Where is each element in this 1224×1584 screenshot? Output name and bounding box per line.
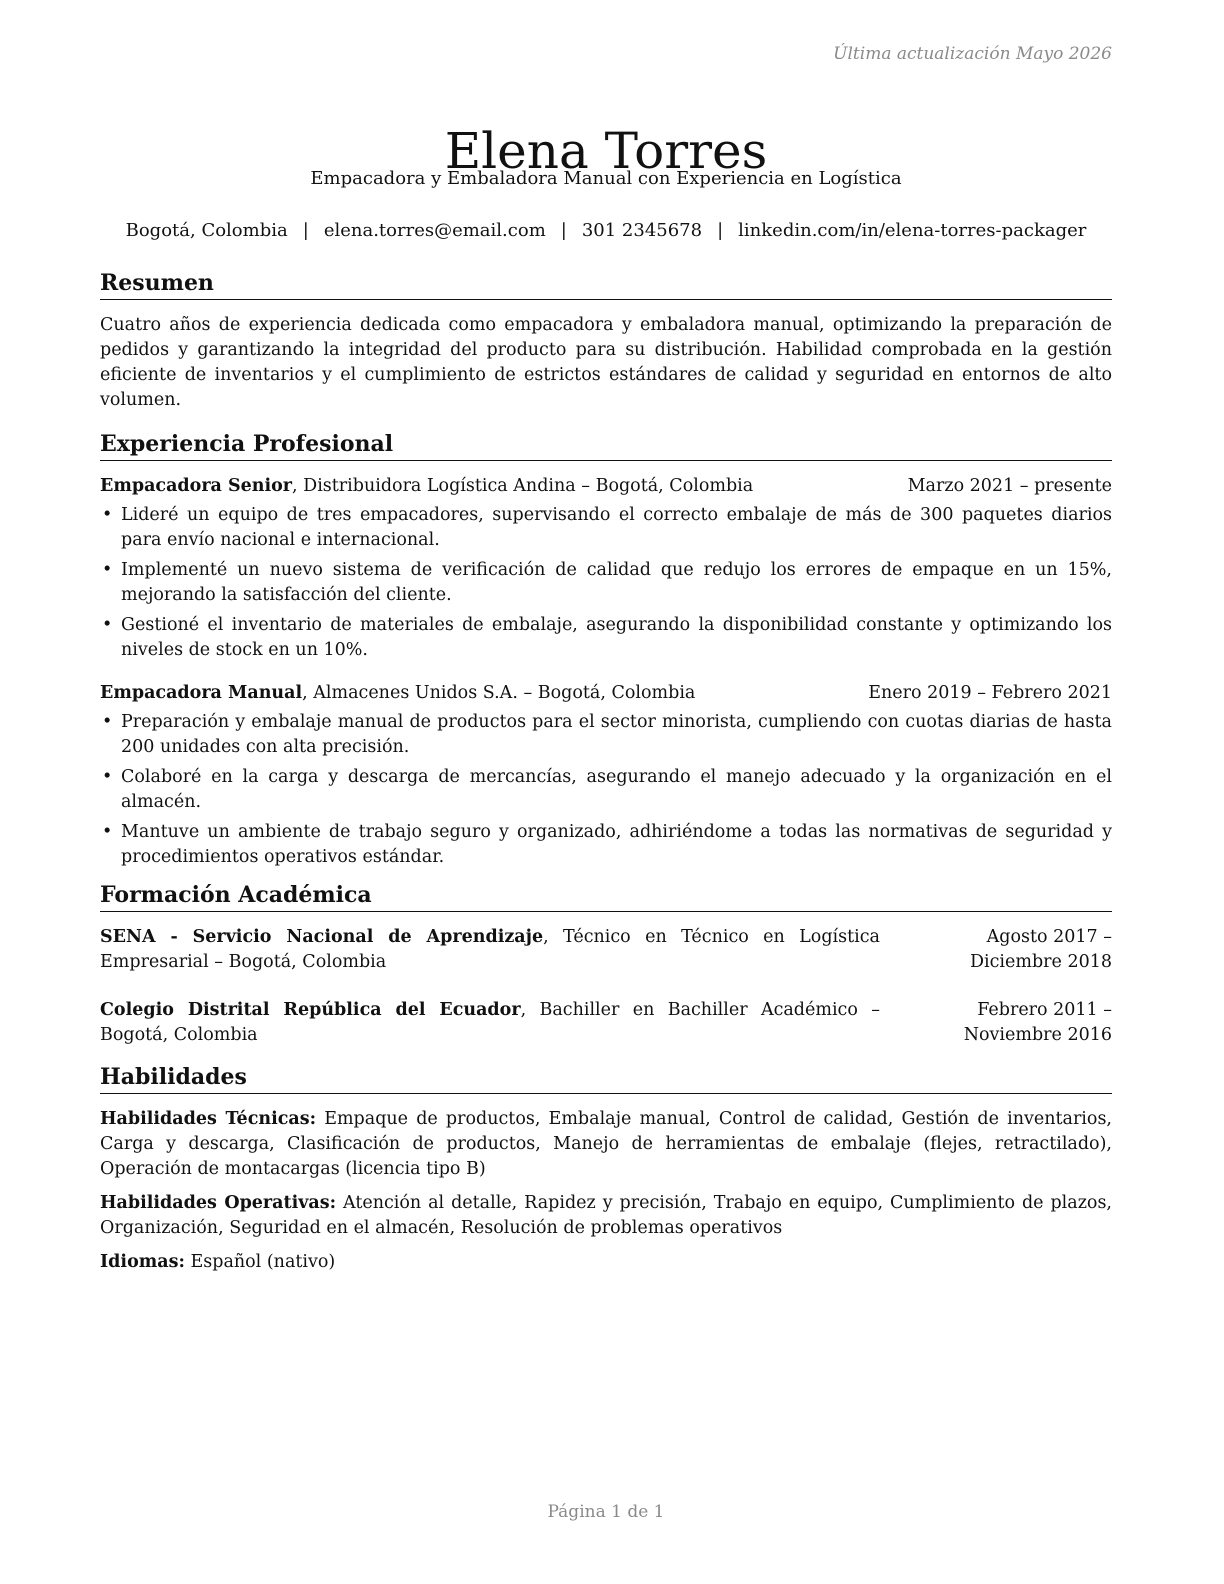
section-title-education: Formación Académica xyxy=(100,880,1112,912)
education-school: SENA - Servicio Nacional de Aprendizaje xyxy=(100,927,544,947)
job-dates: Enero 2019 – Febrero 2021 xyxy=(868,683,1112,703)
education-details: , Técnico en Técnico en Logística Empresarial – Bogotá, Colombia xyxy=(100,927,880,972)
contact-separator: | xyxy=(302,220,309,241)
skill-text: Empaque de productos, Embalaje manual, Control de calidad, Gestión de inventarios, Carga y descarga, Clasificación de productos, Manejo de herramientas de embalaje (flejes, retractilado), Operación de montacargas (licencia tipo B) xyxy=(100,1109,1112,1179)
job-role: Empacadora Senior xyxy=(100,476,293,496)
resume-content xyxy=(100,268,1112,1275)
job-company: , Almacenes Unidos S.A. – Bogotá, Colombia xyxy=(302,683,696,703)
bullet-icon: • xyxy=(102,615,113,635)
contact-location: Bogotá, Colombia xyxy=(125,220,288,241)
education-entry xyxy=(100,925,1112,975)
list-item xyxy=(100,613,1112,663)
skill-group xyxy=(100,1191,1112,1241)
section-title-experience: Experiencia Profesional xyxy=(100,429,1112,461)
summary-text: Cuatro años de experiencia dedicada como empacadora y embaladora manual, optimizando la preparación de pedidos y garantizando la integridad del producto para su distribución. Habilidad comprobada en la gestión eficiente de inventarios y el cumplimiento de estrictos estándares de calidad y seguridad en entornos de alto volumen. xyxy=(100,315,1112,410)
contact-separator: | xyxy=(717,220,724,241)
bullet-text: Lideré un equipo de tres empacadores, supervisando el correcto embalaje de más de 300 paquetes diarios para envío nacional e internacional. xyxy=(121,505,1112,550)
section-title-summary: Resumen xyxy=(100,268,1112,300)
bullet-icon: • xyxy=(102,505,113,525)
last-updated: Última actualización Mayo 2026 xyxy=(833,44,1112,64)
bullet-icon: • xyxy=(102,712,113,732)
list-item xyxy=(100,765,1112,815)
skill-group xyxy=(100,1250,1112,1275)
skill-text: Atención al detalle, Rapidez y precisión, Trabajo en equipo, Cumplimiento de plazos, Organización, Seguridad en el almacén, Resolución de problemas operativos xyxy=(100,1193,1112,1238)
job-header xyxy=(100,474,1112,499)
contact-line xyxy=(100,219,1112,243)
list-item xyxy=(100,503,1112,553)
contact-separator: | xyxy=(560,220,567,241)
skill-text: Español (nativo) xyxy=(184,1252,336,1272)
job-entry xyxy=(100,474,1112,663)
headline: Empacadora y Embaladora Manual con Experiencia en Logística xyxy=(310,168,902,189)
bullet-text: Implementé un nuevo sistema de verificación de calidad que redujo los errores de empaque en un 15%, mejorando la satisfacción del cliente. xyxy=(121,560,1112,605)
list-item xyxy=(100,710,1112,760)
job-dates: Marzo 2021 – presente xyxy=(907,476,1112,496)
contact-email[interactable]: elena.torres@email.com xyxy=(323,220,546,241)
list-item xyxy=(100,820,1112,870)
education-dates: Agosto 2017 – Diciembre 2018 xyxy=(970,927,1112,972)
job-title-line xyxy=(100,681,695,706)
job-company: , Distribuidora Logística Andina – Bogotá, Colombia xyxy=(292,476,754,496)
job-title-line xyxy=(100,474,753,499)
candidate-name: Elena Torres xyxy=(444,121,768,180)
page-number: Página 1 de 1 xyxy=(547,1502,665,1522)
skill-label: Idiomas: xyxy=(100,1252,185,1272)
job-role: Empacadora Manual xyxy=(100,683,303,703)
job-bullets xyxy=(100,503,1112,663)
bullet-text: Gestioné el inventario de materiales de embalaje, asegurando la disponibilidad constante y optimizando los niveles de stock en un 10%. xyxy=(121,615,1112,660)
resume-page xyxy=(100,0,1112,1584)
job-header xyxy=(100,681,1112,706)
education-description xyxy=(100,925,880,975)
bullet-icon: • xyxy=(102,822,113,842)
job-bullets xyxy=(100,710,1112,870)
skill-label: Habilidades Operativas: xyxy=(100,1193,337,1213)
section-title-skills: Habilidades xyxy=(100,1062,1112,1094)
education-details: , Bachiller en Bachiller Académico – Bogotá, Colombia xyxy=(100,1000,881,1045)
job-entry xyxy=(100,681,1112,870)
education-entry xyxy=(100,998,1112,1048)
list-item xyxy=(100,558,1112,608)
contact-linkedin[interactable]: linkedin.com/in/elena-torres-packager xyxy=(738,220,1087,241)
bullet-text: Colaboré en la carga y descarga de mercancías, asegurando el manejo adecuado y la organización en el almacén. xyxy=(121,767,1112,812)
bullet-icon: • xyxy=(102,767,113,787)
bullet-text: Mantuve un ambiente de trabajo seguro y organizado, adhiriéndome a todas las normativas de seguridad y procedimientos operativos estándar. xyxy=(121,822,1112,867)
contact-phone[interactable]: 301 2345678 xyxy=(581,220,703,241)
education-description xyxy=(100,998,880,1048)
education-dates: Febrero 2011 – Noviembre 2016 xyxy=(963,1000,1112,1045)
skill-label: Habilidades Técnicas: xyxy=(100,1109,317,1129)
education-school: Colegio Distrital República del Ecuador xyxy=(100,1000,521,1020)
skill-group xyxy=(100,1107,1112,1182)
bullet-text: Preparación y embalaje manual de productos para el sector minorista, cumpliendo con cuotas diarias de hasta 200 unidades con alta precisión. xyxy=(121,712,1112,757)
bullet-icon: • xyxy=(102,560,113,580)
